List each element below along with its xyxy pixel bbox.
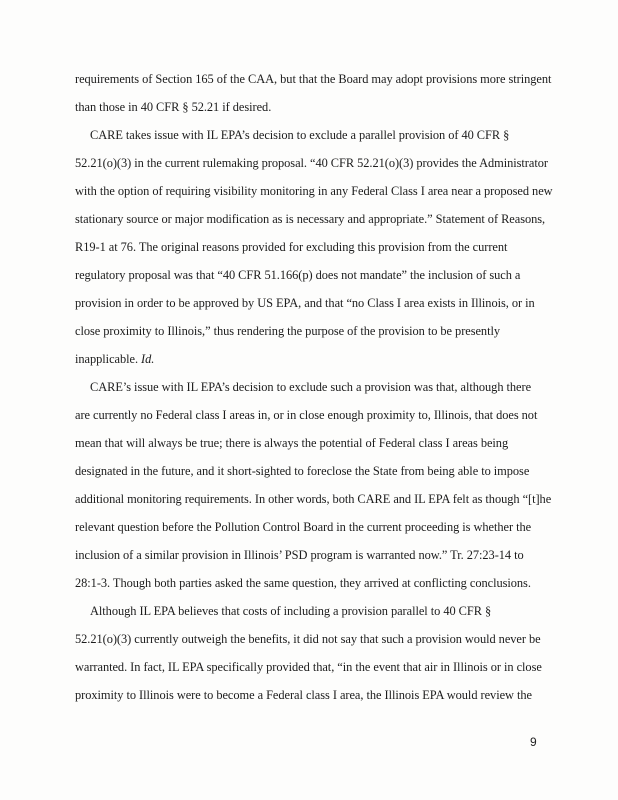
text-line: inapplicable. Id. (75, 352, 155, 366)
paragraph-start-line: CARE’s issue with IL EPA’s decision to exclude such a provision was that, although there (90, 380, 532, 394)
text-line: close proximity to Illinois,” thus rendering the purpose of the provision to be presently (75, 324, 501, 338)
paragraph-start-line: CARE takes issue with IL EPA’s decision to exclude a parallel provision of 40 CFR § (90, 128, 510, 142)
text-line: are currently no Federal class I areas in, or in close enough proximity to, Illinois, that does not (75, 408, 538, 422)
text-line: mean that will always be true; there is always the potential of Federal class I areas being (75, 436, 509, 450)
text-line: designated in the future, and it short-sighted to foreclose the State from being able to impose (75, 464, 530, 478)
text-line: regulatory proposal was that “40 CFR 51.166(p) does not mandate” the inclusion of such a (75, 268, 521, 282)
text-line: stationary source or major modification as is necessary and appropriate.” Statement of Reasons, (75, 212, 546, 226)
text-line: 52.21(o)(3) in the current rulemaking proposal. “40 CFR 52.21(o)(3) provides the Administrator (75, 156, 548, 170)
text-line: 28:1-3. Though both parties asked the same question, they arrived at conflicting conclusions. (75, 576, 531, 590)
text-line: relevant question before the Pollution Control Board in the current proceeding is whether the (75, 520, 532, 534)
text-line: 52.21(o)(3) currently outweigh the benefits, it did not say that such a provision would never be (75, 632, 541, 646)
text-line: R19-1 at 76. The original reasons provided for excluding this provision from the current (75, 240, 508, 254)
text-line: proximity to Illinois were to become a Federal class I area, the Illinois EPA would review the (75, 688, 532, 702)
text-line: provision in order to be approved by US EPA, and that “no Class I area exists in Illinois, or in (75, 296, 535, 310)
text-line: inclusion of a similar provision in Illinois’ PSD program is warranted now.” Tr. 27:23-14 to (75, 548, 524, 562)
text-line: than those in 40 CFR § 52.21 if desired. (75, 100, 272, 114)
paragraph-start-line: Although IL EPA believes that costs of including a provision parallel to 40 CFR § (90, 604, 492, 618)
text-line: with the option of requiring visibility monitoring in any Federal Class I area near a proposed new (75, 184, 553, 198)
text-line: additional monitoring requirements. In other words, both CARE and IL EPA felt as though “[t]he (75, 492, 552, 506)
text-line: warranted. In fact, IL EPA specifically provided that, “in the event that air in Illinois or in close (75, 660, 542, 674)
page-number: 9 (530, 735, 537, 749)
text-line: requirements of Section 165 of the CAA, but that the Board may adopt provisions more stringent (75, 72, 552, 86)
